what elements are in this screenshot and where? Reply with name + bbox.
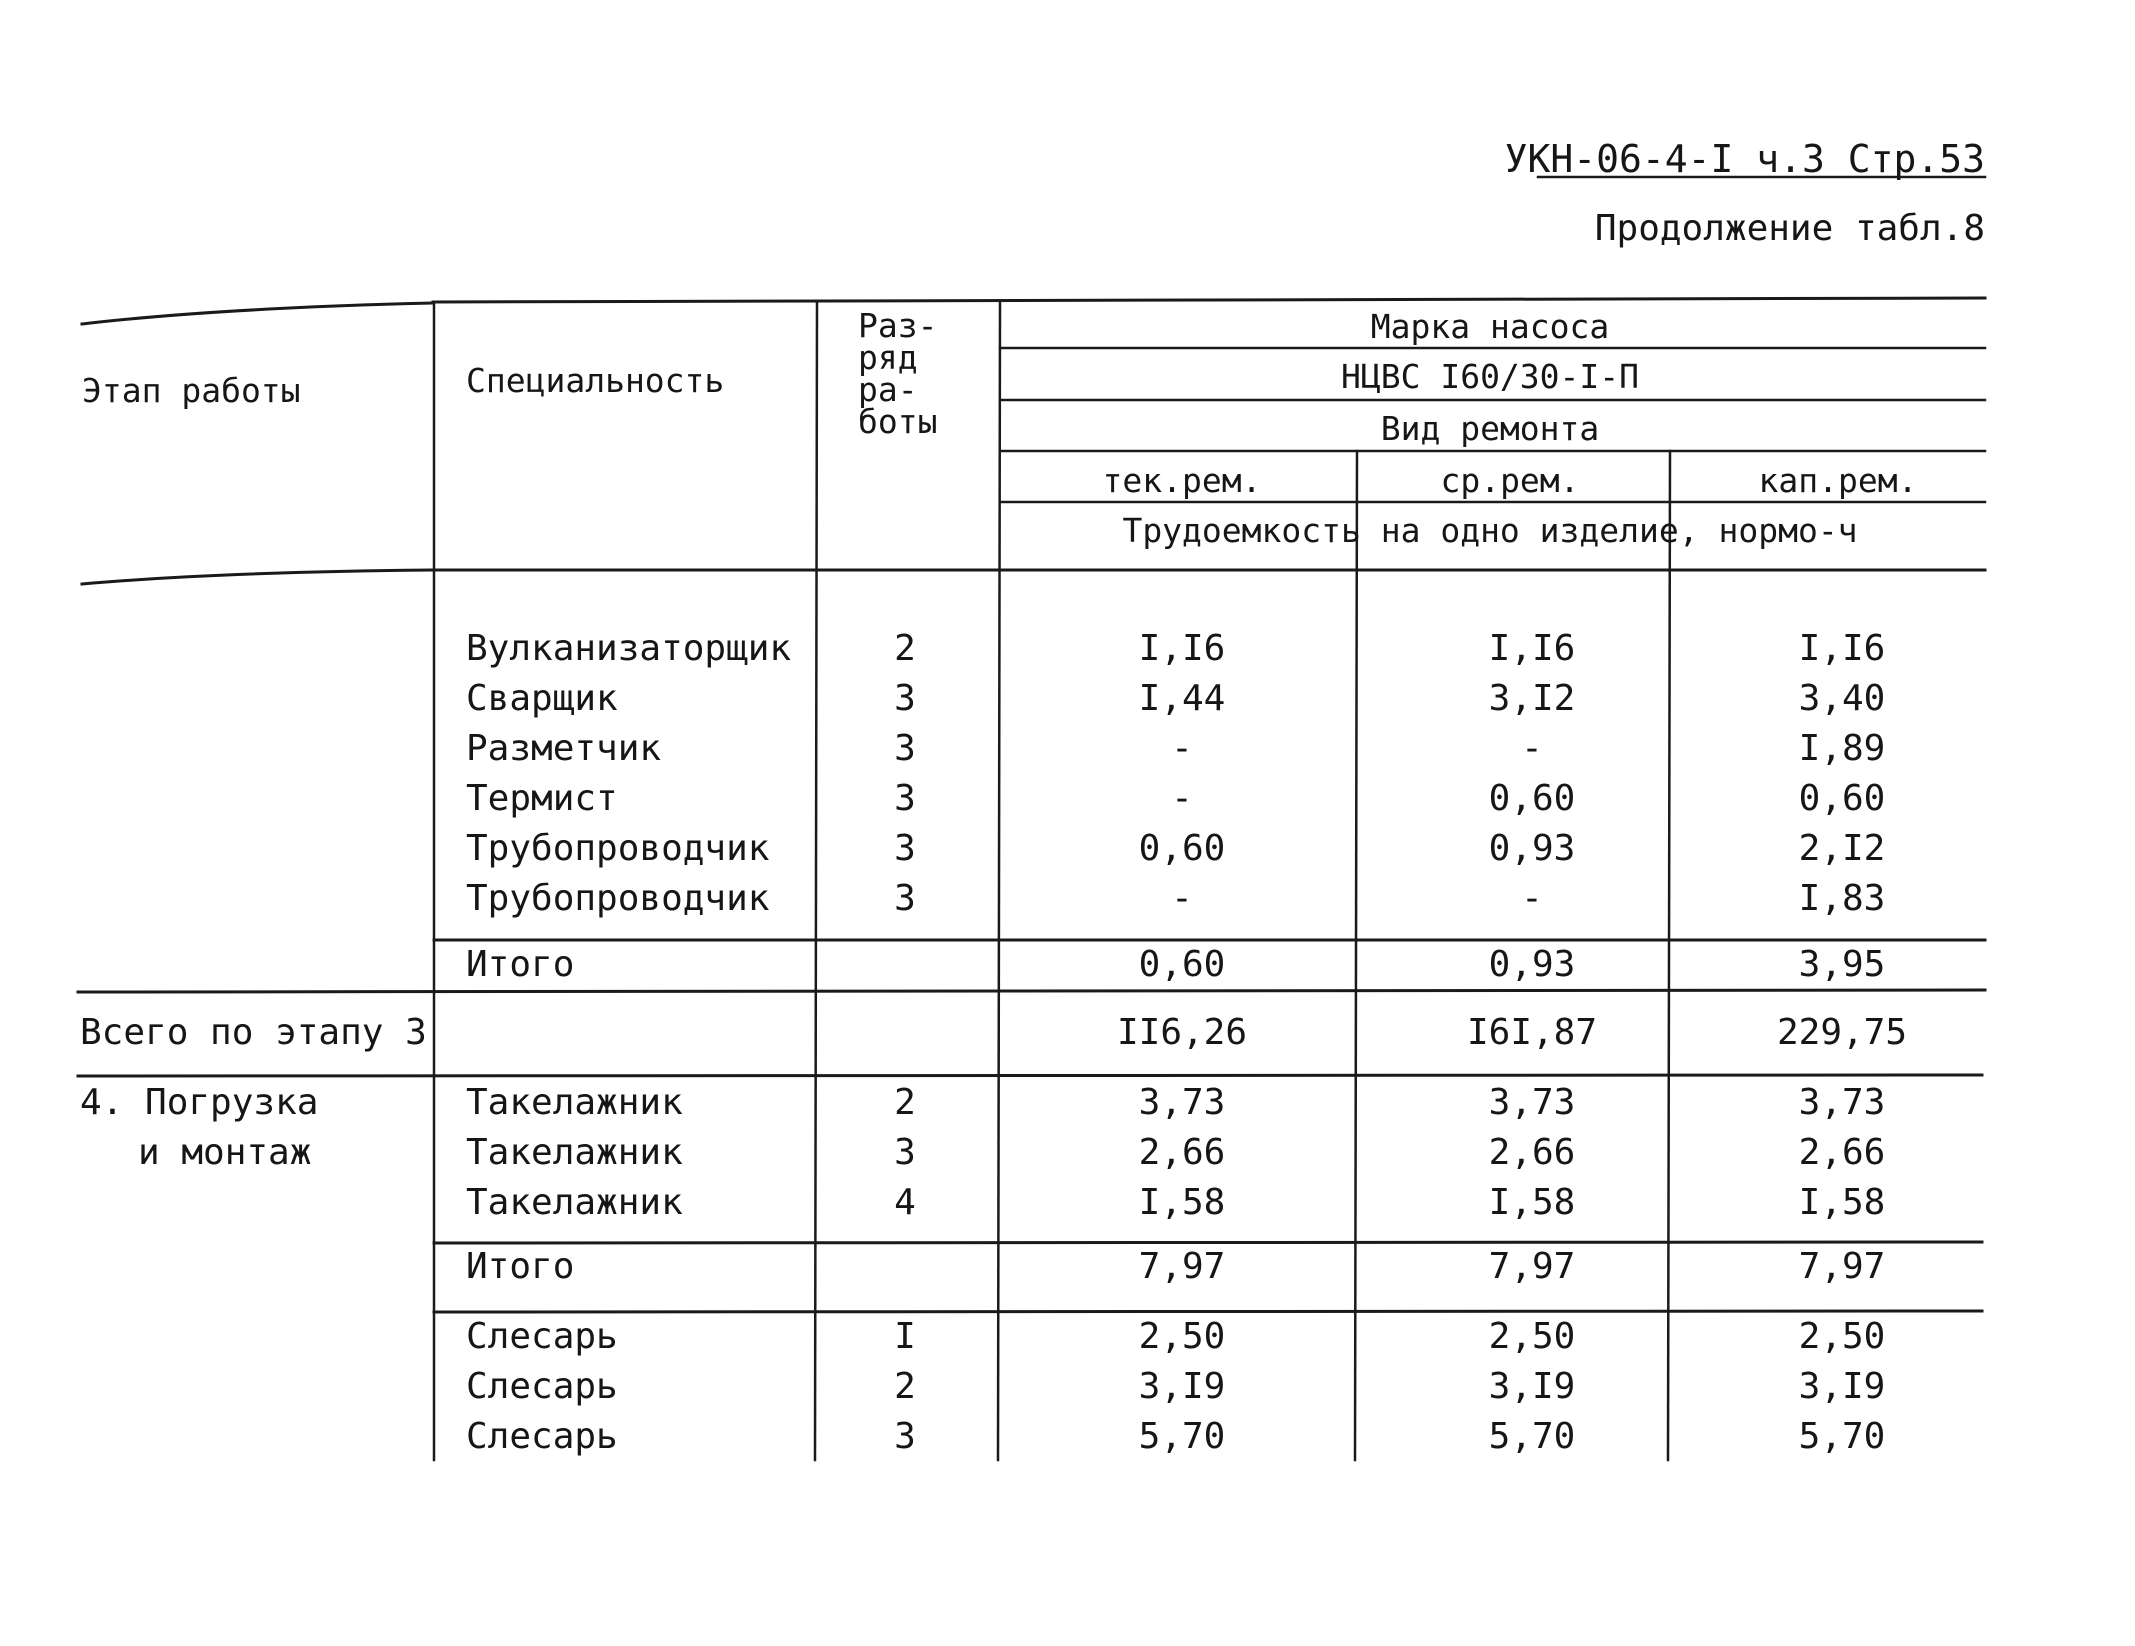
row-grade: 3: [894, 678, 916, 719]
row-specialty: Такелажник: [466, 1182, 683, 1223]
pump-brand-label: Марка насоса: [1370, 307, 1610, 346]
row-value-medium: 5,70: [1488, 1416, 1576, 1457]
row-grade: I: [894, 1316, 916, 1357]
top-rule: [433, 298, 1985, 302]
row-grade: 4: [894, 1182, 916, 1223]
row-value-medium: 2,66: [1488, 1132, 1576, 1173]
row-value-current: 2,66: [1138, 1132, 1226, 1173]
row-specialty: Термист: [466, 778, 618, 819]
row-grade: 3: [894, 878, 916, 919]
row-value-medium: -: [1521, 728, 1543, 769]
row-value-medium: 3,I9: [1488, 1366, 1576, 1407]
repair-type-medium: ср.рем.: [1440, 461, 1580, 500]
row-value-capital: 2,66: [1798, 1132, 1886, 1173]
row-value-current: 0,60: [1138, 944, 1226, 985]
row-value-current: 2,50: [1138, 1316, 1226, 1357]
row-stage: Всего по этапу 3: [80, 1012, 427, 1053]
labor-intensity-unit: Трудоемкость на одно изделие, нормо-ч: [1122, 511, 1858, 550]
row-specialty: Сварщик: [466, 678, 618, 719]
row-value-capital: 3,73: [1798, 1082, 1886, 1123]
row-value-medium: -: [1521, 878, 1543, 919]
col-grade-header: Раз- ряд ра- боты: [858, 306, 938, 441]
row-specialty: Трубопроводчик: [466, 878, 770, 919]
row-value-current: 0,60: [1138, 828, 1226, 869]
row-specialty: Такелажник: [466, 1082, 683, 1123]
row-value-medium: 7,97: [1488, 1246, 1576, 1287]
row-stage: и монтаж: [138, 1132, 312, 1173]
row-value-medium: 3,73: [1488, 1082, 1576, 1123]
row-value-capital: 5,70: [1798, 1416, 1886, 1457]
row-value-capital: 3,I9: [1798, 1366, 1886, 1407]
row-value-medium: I6I,87: [1466, 1012, 1598, 1053]
table-continuation: Продолжение табл.8: [1594, 208, 1985, 249]
row-grade: 3: [894, 778, 916, 819]
row-specialty: Итого: [466, 1246, 575, 1287]
row-value-capital: 7,97: [1798, 1246, 1886, 1287]
row-value-current: I,I6: [1138, 628, 1226, 669]
row-value-current: -: [1171, 878, 1193, 919]
top-rule-left: [82, 303, 433, 324]
row-value-current: -: [1171, 778, 1193, 819]
row-grade: 3: [894, 1416, 916, 1457]
row-value-capital: 0,60: [1798, 778, 1886, 819]
row-value-capital: 2,50: [1798, 1316, 1886, 1357]
row-stage: 4. Погрузка: [80, 1082, 319, 1123]
row-specialty: Трубопроводчик: [466, 828, 770, 869]
col-specialty-header: Специальность: [466, 361, 725, 400]
row-value-capital: 2,I2: [1798, 828, 1886, 869]
row-specialty: Вулканизаторщик: [466, 628, 792, 669]
row-value-current: 5,70: [1138, 1416, 1226, 1457]
repair-type-label: Вид ремонта: [1380, 409, 1600, 448]
row-value-capital: I,I6: [1798, 628, 1886, 669]
header-bottom-rule-left: [82, 570, 433, 584]
row-specialty: Итого: [466, 944, 575, 985]
row-value-capital: I,58: [1798, 1182, 1886, 1223]
row-value-medium: 3,I2: [1488, 678, 1576, 719]
row-value-current: -: [1171, 728, 1193, 769]
row-value-capital: 3,40: [1798, 678, 1886, 719]
row-value-current: 7,97: [1138, 1246, 1226, 1287]
row-value-current: I,44: [1138, 678, 1226, 719]
row-value-capital: I,83: [1798, 878, 1886, 919]
row-value-capital: I,89: [1798, 728, 1886, 769]
row-value-current: 3,I9: [1138, 1366, 1226, 1407]
row-specialty: Слесарь: [466, 1366, 618, 1407]
row-value-medium: I,58: [1488, 1182, 1576, 1223]
row-grade: 3: [894, 1132, 916, 1173]
row-grade: 2: [894, 1082, 916, 1123]
row-value-current: 3,73: [1138, 1082, 1226, 1123]
row-value-medium: 0,93: [1488, 828, 1576, 869]
row-grade: 3: [894, 728, 916, 769]
row-value-capital: 229,75: [1776, 1012, 1908, 1053]
row-value-medium: 0,93: [1488, 944, 1576, 985]
col-stage-header: Этап работы: [82, 371, 301, 410]
row-grade: 2: [894, 628, 916, 669]
repair-type-current: тек.рем.: [1102, 461, 1262, 500]
row-value-capital: 3,95: [1798, 944, 1886, 985]
row-value-medium: 2,50: [1488, 1316, 1576, 1357]
row-specialty: Разметчик: [466, 728, 662, 769]
row-specialty: Слесарь: [466, 1316, 618, 1357]
pump-brand: НЦВС I60/30-I-П: [1340, 357, 1640, 396]
row-value-current: II6,26: [1116, 1012, 1248, 1053]
row-value-medium: I,I6: [1488, 628, 1576, 669]
document-code-text: УКН-06-4-I ч.3 Стр.53: [1504, 137, 1985, 181]
row-grade: 3: [894, 828, 916, 869]
row-specialty: Слесарь: [466, 1416, 618, 1457]
row-specialty: Такелажник: [466, 1132, 683, 1173]
row-value-medium: 0,60: [1488, 778, 1576, 819]
row-value-current: I,58: [1138, 1182, 1226, 1223]
repair-type-capital: кап.рем.: [1758, 461, 1918, 500]
row-grade: 2: [894, 1366, 916, 1407]
